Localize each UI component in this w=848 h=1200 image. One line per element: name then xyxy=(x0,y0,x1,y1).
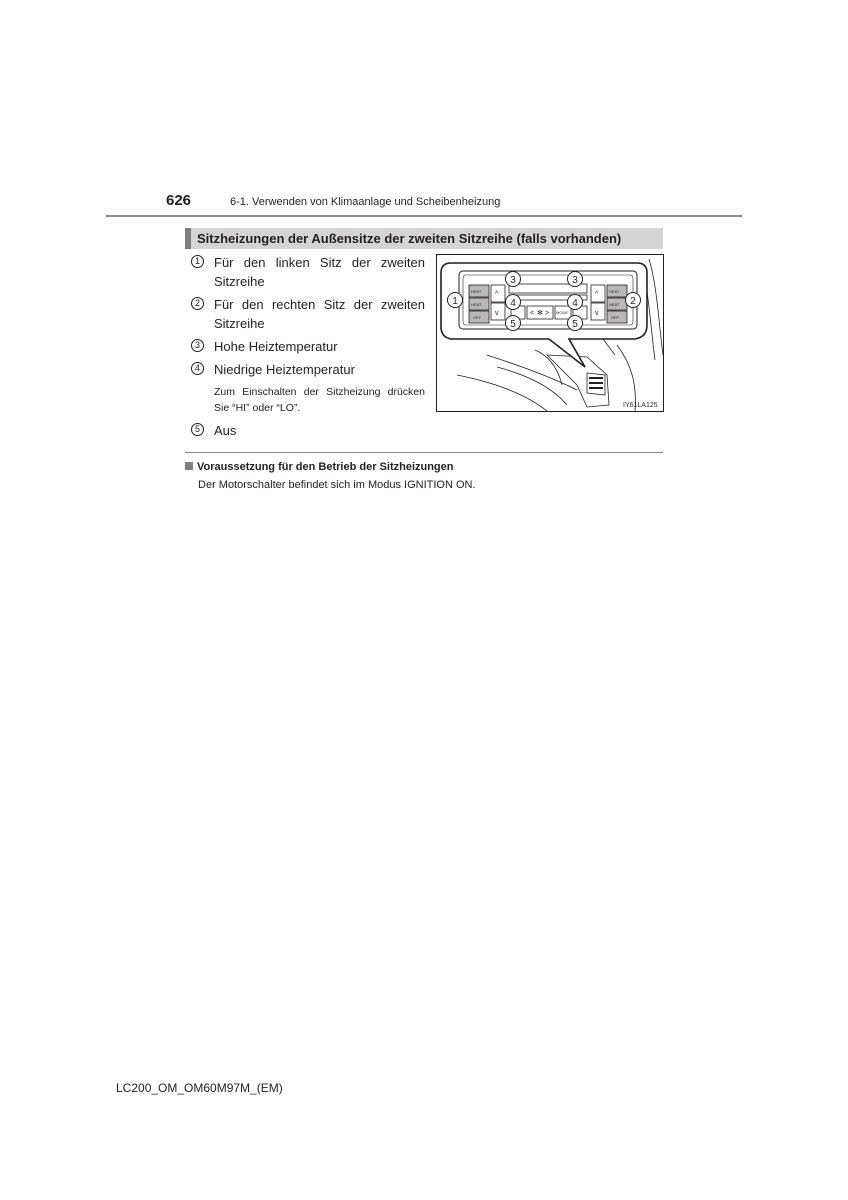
list-item xyxy=(191,295,425,333)
off-left-label: OFF xyxy=(473,315,481,320)
usage-note: Zum Einschalten der Sitzheizung drücken Sie “HI” oder “LO”. xyxy=(214,386,425,414)
seat-heater-illustration xyxy=(436,254,664,412)
chevron-up-icon: ^ xyxy=(595,291,599,298)
hi-right-label: HEAT xyxy=(609,289,620,294)
figure-code: IY61LA125 xyxy=(623,402,658,409)
item-number: 5 xyxy=(191,423,204,436)
callout-4-left: 4 xyxy=(510,298,516,309)
hi-left-label: HEAT xyxy=(471,289,482,294)
lo-right-label: HEAT xyxy=(609,302,620,307)
list-item xyxy=(191,360,425,379)
callout-1: 1 xyxy=(452,296,458,307)
item-text: Hohe Heiztemperatur xyxy=(214,339,338,354)
list-item xyxy=(191,421,425,440)
subsection-heading xyxy=(185,461,454,473)
running-header: 6-1. Verwenden von Klimaanlage und Scheibenheizung xyxy=(230,196,501,208)
chevron-left-icon: < xyxy=(530,310,535,317)
callout-3-left: 3 xyxy=(510,275,516,286)
footer-code: LC200_OM_OM60M97M_(EM) xyxy=(116,1081,283,1095)
item-text: Für den linken Sitz der zweiten Sitzreihe xyxy=(214,255,425,289)
section-title: Sitzheizungen der Außensitze der zweiten Sitzreihe (falls vorhanden) xyxy=(185,228,663,249)
vent-slats xyxy=(589,377,603,389)
list-item xyxy=(191,253,425,291)
fan-icon: ✻ xyxy=(537,310,543,317)
lo-left-label: HEAT xyxy=(471,302,482,307)
item-text: Aus xyxy=(214,423,237,438)
chevron-down-icon: v xyxy=(495,310,499,317)
chevron-down-icon: v xyxy=(595,310,599,317)
subsection-heading-text: Voraussetzung für den Betrieb der Sitzheizungen xyxy=(197,461,454,473)
chevron-up-icon: ^ xyxy=(495,291,499,298)
item-number: 2 xyxy=(191,297,204,310)
control-panel-drawing xyxy=(437,255,664,412)
item-text: Niedrige Heiztemperatur xyxy=(214,362,355,377)
item-number: 3 xyxy=(191,339,204,352)
item-number: 4 xyxy=(191,362,204,375)
callout-3-right: 3 xyxy=(572,275,578,286)
item-list xyxy=(191,253,425,440)
subsection-text: Der Motorschalter befindet sich im Modus IGNITION ON. xyxy=(198,479,476,491)
header-rule xyxy=(106,215,742,217)
item-text: Für den rechten Sitz der zweiten Sitzreihe xyxy=(214,297,425,331)
page-number: 626 xyxy=(166,192,192,209)
off-right-label: OFF xyxy=(611,315,619,320)
mode-label: MODE xyxy=(556,310,568,315)
square-bullet-icon xyxy=(185,462,193,470)
chevron-right-icon: > xyxy=(545,310,550,317)
callout-5-left: 5 xyxy=(510,319,516,330)
list-item xyxy=(191,337,425,356)
callout-5-right: 5 xyxy=(572,319,578,330)
section-divider xyxy=(185,452,663,453)
callout-2: 2 xyxy=(630,296,636,307)
callout-4-right: 4 xyxy=(572,298,578,309)
item-number: 1 xyxy=(191,255,204,268)
